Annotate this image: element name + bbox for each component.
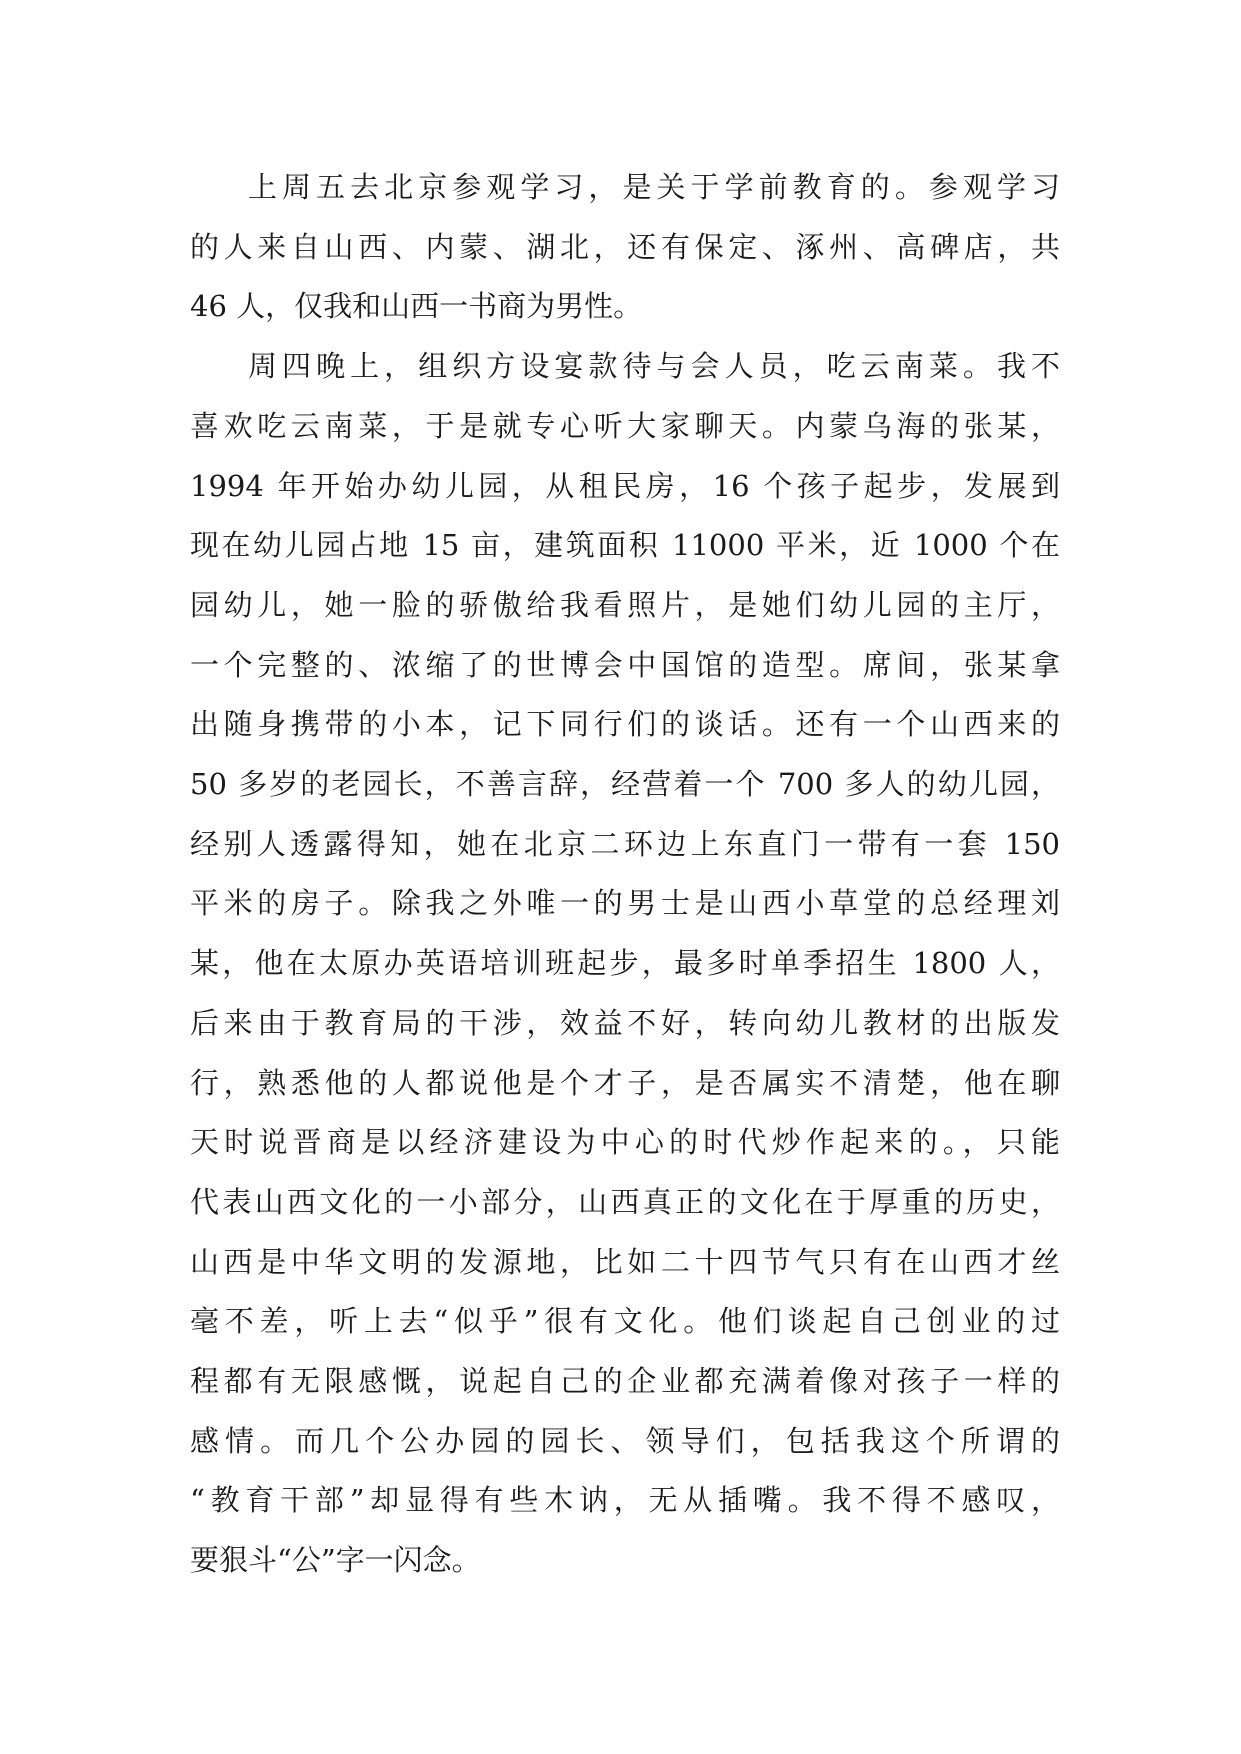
document-body: [190, 158, 1060, 1591]
text-line: 50 多岁的老园长，不善言辞，经营着一个 700 多人的幼儿园，: [190, 767, 1060, 802]
text-line: 后来由于教育局的干涉，效益不好，转向幼儿教材的出版发: [190, 1005, 1060, 1040]
paragraph-2: [190, 337, 1060, 1591]
text-line: 感情。而几个公办园的园长、领导们，包括我这个所谓的: [190, 1423, 1060, 1458]
text-line: 46 人，仅我和山西一书商为男性。: [190, 289, 643, 324]
text-line: 天时说晋商是以经济建设为中心的时代炒作起来的。，只能: [190, 1125, 1060, 1160]
text-line: 经别人透露得知，她在北京二环边上东直门一带有一套 150: [190, 826, 1060, 861]
text-line: 出随身携带的小本，记下同行们的谈话。还有一个山西来的: [190, 707, 1060, 742]
text-line: 行，熟悉他的人都说他是个才子，是否属实不清楚，他在聊: [190, 1065, 1060, 1100]
text-line: 现在幼儿园占地 15 亩，建筑面积 11000 平米，近 1000 个在: [190, 528, 1060, 563]
paragraph-1: [190, 158, 1060, 337]
text-line: 周四晚上，组织方设宴款待与会人员，吃云南菜。我不: [248, 349, 1060, 384]
text-line: 一个完整的、浓缩了的世博会中国馆的造型。席间，张某拿: [190, 647, 1060, 682]
text-line: 园幼儿，她一脸的骄傲给我看照片，是她们幼儿园的主厅，: [190, 587, 1060, 622]
text-line: “教育干部”却显得有些木讷，无从插嘴。我不得不感叹，: [190, 1483, 1060, 1518]
text-line: 山西是中华文明的发源地，比如二十四节气只有在山西才丝: [190, 1244, 1060, 1279]
text-line: 要狠斗“公”字一闪念。: [190, 1543, 481, 1578]
text-line: 毫不差，听上去“似乎”很有文化。他们谈起自己创业的过: [190, 1304, 1060, 1339]
text-line: 上周五去北京参观学习，是关于学前教育的。参观学习: [248, 170, 1060, 204]
text-line: 喜欢吃云南菜，于是就专心听大家聊天。内蒙乌海的张某，: [190, 408, 1060, 443]
text-line: 某，他在太原办英语培训班起步，最多时单季招生 1800 人，: [190, 946, 1060, 981]
text-line: 代表山西文化的一小部分，山西真正的文化在于厚重的历史，: [190, 1184, 1060, 1219]
text-line: 平米的房子。除我之外唯一的男士是山西小草堂的总经理刘: [190, 886, 1060, 921]
text-line: 1994 年开始办幼儿园，从租民房，16 个孩子起步，发展到: [190, 468, 1060, 503]
text-line: 程都有无限感慨，说起自己的企业都充满着像对孩子一样的: [190, 1364, 1060, 1399]
text-line: 的人来自山西、内蒙、湖北，还有保定、涿州、高碑店，共: [190, 229, 1060, 264]
